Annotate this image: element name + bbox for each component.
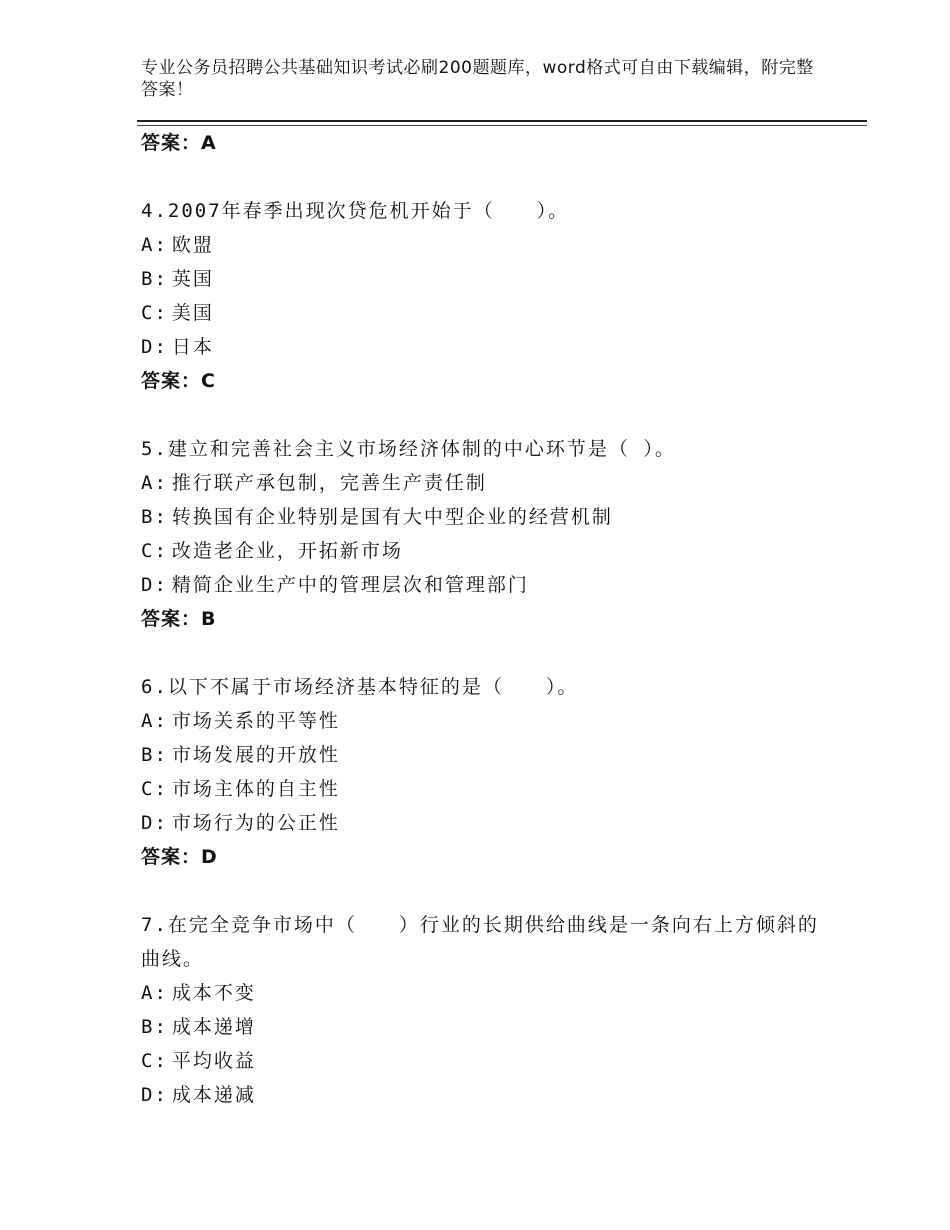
option-c bbox=[141, 772, 821, 806]
option-text: 平均收益 bbox=[171, 1050, 256, 1072]
option-letter: C: bbox=[141, 1050, 168, 1072]
option-letter: C: bbox=[141, 302, 168, 324]
option-b bbox=[141, 738, 821, 772]
option-text: 成本递增 bbox=[171, 1016, 256, 1038]
question-text: 5.建立和完善社会主义市场经济体制的中心环节是（ ）。 bbox=[141, 438, 676, 460]
option-text: 精简企业生产中的管理层次和管理部门 bbox=[171, 574, 529, 596]
option-text: 推行联产承包制，完善生产责任制 bbox=[171, 472, 487, 494]
option-text: 市场主体的自主性 bbox=[171, 778, 340, 800]
question-item bbox=[141, 670, 821, 874]
question-text: 7.在完全竞争市场中（ ）行业的长期供给曲线是一条向右上方倾斜的曲线。 bbox=[141, 914, 819, 970]
option-letter: A: bbox=[141, 472, 168, 494]
option-letter: D: bbox=[141, 574, 168, 596]
option-letter: D: bbox=[141, 336, 168, 358]
question-list bbox=[141, 126, 821, 1112]
option-text: 成本递减 bbox=[171, 1084, 256, 1106]
option-letter: D: bbox=[141, 1084, 168, 1106]
option-d bbox=[141, 1078, 821, 1112]
question-item bbox=[141, 432, 821, 636]
option-text: 转换国有企业特别是国有大中型企业的经营机制 bbox=[171, 506, 613, 528]
option-text: 市场行为的公正性 bbox=[171, 812, 340, 834]
option-a bbox=[141, 976, 821, 1010]
question-item bbox=[141, 908, 821, 1112]
option-letter: B: bbox=[141, 1016, 168, 1038]
option-b bbox=[141, 262, 821, 296]
option-text: 日本 bbox=[171, 336, 214, 358]
option-text: 改造老企业，开拓新市场 bbox=[171, 540, 403, 562]
option-a bbox=[141, 466, 821, 500]
option-letter: B: bbox=[141, 268, 168, 290]
option-text: 市场关系的平等性 bbox=[171, 710, 340, 732]
option-b bbox=[141, 1010, 821, 1044]
document-header bbox=[141, 57, 821, 101]
option-d bbox=[141, 568, 821, 602]
option-text: 美国 bbox=[171, 302, 214, 324]
answer-label: 答案：D bbox=[141, 846, 218, 868]
option-c bbox=[141, 534, 821, 568]
option-d bbox=[141, 330, 821, 364]
option-text: 市场发展的开放性 bbox=[171, 744, 340, 766]
option-text: 成本不变 bbox=[171, 982, 256, 1004]
answer-label: 答案：B bbox=[141, 608, 217, 630]
option-letter: A: bbox=[141, 982, 168, 1004]
option-letter: D: bbox=[141, 812, 168, 834]
option-letter: B: bbox=[141, 506, 168, 528]
option-c bbox=[141, 1044, 821, 1078]
option-text: 英国 bbox=[171, 268, 214, 290]
option-letter: C: bbox=[141, 778, 168, 800]
option-text: 欧盟 bbox=[171, 234, 214, 256]
option-letter: B: bbox=[141, 744, 168, 766]
question-text: 4.2007年春季出现次贷危机开始于（ ）。 bbox=[141, 200, 570, 222]
answer-label: 答案：C bbox=[141, 370, 216, 392]
option-b bbox=[141, 500, 821, 534]
option-letter: A: bbox=[141, 234, 168, 256]
header-text: 专业公务员招聘公共基础知识考试必刷200题题库，word格式可自由下载编辑，附完整答案！ bbox=[141, 58, 814, 100]
option-a bbox=[141, 704, 821, 738]
answer-label: 答案：A bbox=[141, 132, 217, 154]
question-text: 6.以下不属于市场经济基本特征的是（ ）。 bbox=[141, 676, 579, 698]
question-item bbox=[141, 194, 821, 398]
option-a bbox=[141, 228, 821, 262]
option-letter: C: bbox=[141, 540, 168, 562]
option-letter: A: bbox=[141, 710, 168, 732]
header-divider-thick bbox=[137, 120, 867, 122]
option-c bbox=[141, 296, 821, 330]
option-d bbox=[141, 806, 821, 840]
